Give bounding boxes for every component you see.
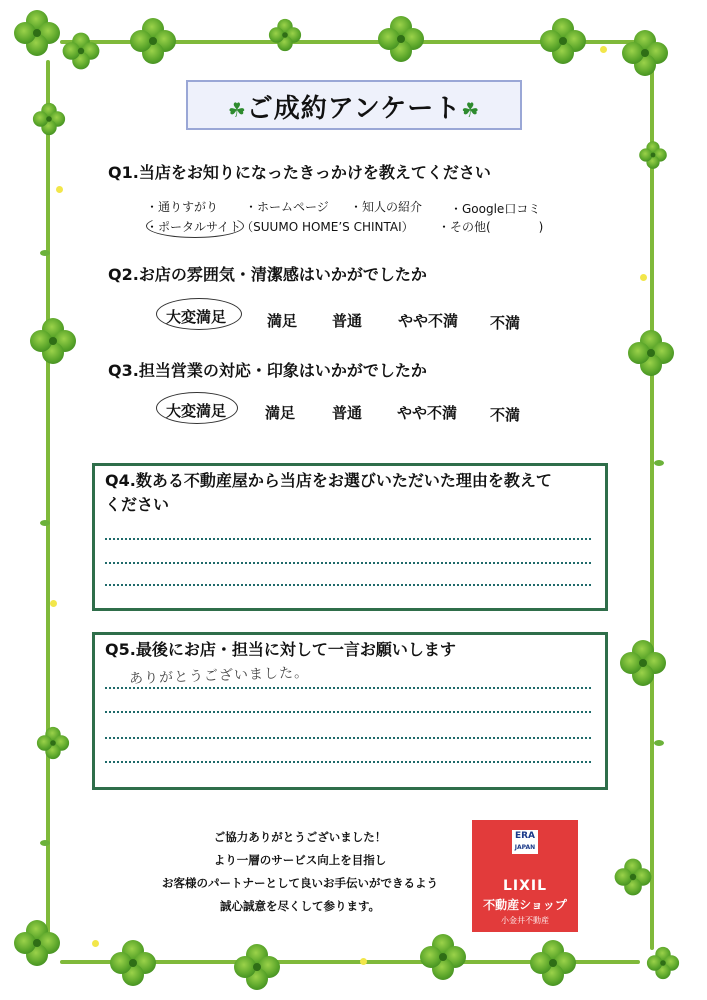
answer-line bbox=[105, 538, 591, 540]
answer-line bbox=[105, 584, 591, 586]
page-title bbox=[188, 88, 520, 125]
clover-icon: ☘ bbox=[227, 98, 247, 122]
q3-rating-unsatisfied[interactable]: 不満 bbox=[490, 406, 521, 424]
era-logo-icon bbox=[512, 830, 538, 854]
clover-icon bbox=[628, 330, 674, 376]
company-logo bbox=[472, 820, 578, 932]
q1-option-google[interactable]: ・Google口コミ bbox=[450, 202, 541, 216]
q3-rating-satisfied[interactable]: 満足 bbox=[265, 404, 296, 422]
clover-icon bbox=[33, 103, 65, 135]
clover-icon bbox=[647, 947, 679, 979]
q3-selection-mark bbox=[156, 392, 238, 424]
decor-sprig bbox=[654, 460, 664, 466]
q1-selection-mark bbox=[146, 214, 244, 238]
q2-rating-satisfied[interactable]: 満足 bbox=[267, 312, 298, 330]
clover-icon bbox=[63, 33, 100, 70]
q3-rating-somewhat-unsatisfied[interactable]: やや不満 bbox=[397, 404, 458, 422]
clover-icon bbox=[14, 920, 60, 966]
logo-shop-name: 不動産ショップ bbox=[483, 898, 567, 912]
clover-icon bbox=[110, 940, 156, 986]
q2-rating-very-satisfied[interactable]: 大変満足 bbox=[166, 308, 227, 326]
closing-line-3: お客様のパートナーとして良いお手伝いができるよう bbox=[162, 876, 438, 890]
decor-dot bbox=[600, 46, 607, 53]
q1-option-referral[interactable]: ・知人の紹介 bbox=[350, 200, 423, 214]
q4-answer-box[interactable] bbox=[92, 463, 608, 611]
decor-dot bbox=[50, 600, 57, 607]
decor-sprig bbox=[40, 250, 50, 256]
q5-answer-box[interactable] bbox=[92, 632, 608, 790]
q2-rating-somewhat-unsatisfied[interactable]: やや不満 bbox=[398, 312, 459, 330]
q1-option-other[interactable]: ・その他( ) bbox=[438, 220, 544, 234]
clover-icon bbox=[30, 318, 76, 364]
closing-line-4: 誠心誠意を尽くして参ります。 bbox=[219, 899, 381, 913]
answer-line bbox=[105, 562, 591, 564]
border-vine-left bbox=[46, 60, 50, 950]
title-box bbox=[186, 80, 522, 130]
q2-question: Q2.お店の雰囲気・清潔感はいかがでしたか bbox=[108, 265, 427, 284]
q4-question-line2: ください bbox=[105, 495, 170, 514]
clover-icon bbox=[37, 727, 69, 759]
era-logo-subtext: JAPAN bbox=[514, 844, 536, 851]
q2-selection-mark bbox=[156, 298, 242, 330]
decor-dot bbox=[640, 274, 647, 281]
logo-brand: LIXIL bbox=[502, 878, 548, 894]
q5-handwritten-answer: ありがとうございました。 bbox=[128, 664, 310, 688]
decor-dot bbox=[92, 940, 99, 947]
clover-icon bbox=[620, 640, 666, 686]
answer-line bbox=[105, 711, 591, 713]
clover-icon bbox=[234, 944, 280, 990]
q1-option-walkby[interactable]: ・通りすがり bbox=[146, 200, 219, 214]
q2-rating-unsatisfied[interactable]: 不満 bbox=[490, 314, 521, 332]
clover-icon bbox=[14, 10, 60, 56]
closing-line-1: ご協力ありがとうございました！ bbox=[213, 830, 387, 844]
era-logo-text: ERA bbox=[514, 831, 536, 841]
answer-line bbox=[105, 687, 591, 689]
closing-line-2: より一層のサービス向上を目指し bbox=[213, 853, 387, 867]
clover-icon: ☘ bbox=[461, 98, 481, 122]
q1-option-portal[interactable]: ・ポータルサイト（SUUMO HOME’S CHINTAI） bbox=[146, 220, 414, 234]
closing-message bbox=[150, 826, 450, 918]
q3-question: Q3.担当営業の対応・印象はいかがでしたか bbox=[108, 361, 427, 380]
decor-sprig bbox=[654, 740, 664, 746]
decor-dot bbox=[360, 958, 367, 965]
clover-icon bbox=[639, 141, 667, 169]
answer-line bbox=[105, 737, 591, 739]
clover-icon bbox=[622, 30, 668, 76]
clover-icon bbox=[615, 859, 652, 896]
q4-question-line1: Q4.数ある不動産屋から当店をお選びいただいた理由を教えて bbox=[105, 471, 552, 490]
clover-icon bbox=[540, 18, 586, 64]
q1-question: Q1.当店をお知りになったきっかけを教えてください bbox=[108, 163, 491, 182]
q3-rating-neutral[interactable]: 普通 bbox=[332, 404, 363, 422]
logo-branch-name: 小金井不動産 bbox=[501, 916, 549, 925]
decor-dot bbox=[56, 186, 63, 193]
decor-sprig bbox=[40, 520, 50, 526]
clover-icon bbox=[378, 16, 424, 62]
border-vine-right bbox=[650, 60, 654, 950]
q2-rating-neutral[interactable]: 普通 bbox=[332, 312, 363, 330]
clover-icon bbox=[269, 19, 301, 51]
q3-rating-very-satisfied[interactable]: 大変満足 bbox=[166, 402, 227, 420]
clover-icon bbox=[130, 18, 176, 64]
answer-line bbox=[105, 761, 591, 763]
q1-option-homepage[interactable]: ・ホームページ bbox=[245, 200, 329, 214]
decor-sprig bbox=[40, 840, 50, 846]
page-title-text: ご成約アンケート bbox=[246, 94, 462, 124]
clover-icon bbox=[530, 940, 576, 986]
clover-icon bbox=[420, 934, 466, 980]
q5-question: Q5.最後にお店・担当に対して一言お願いします bbox=[105, 640, 456, 659]
